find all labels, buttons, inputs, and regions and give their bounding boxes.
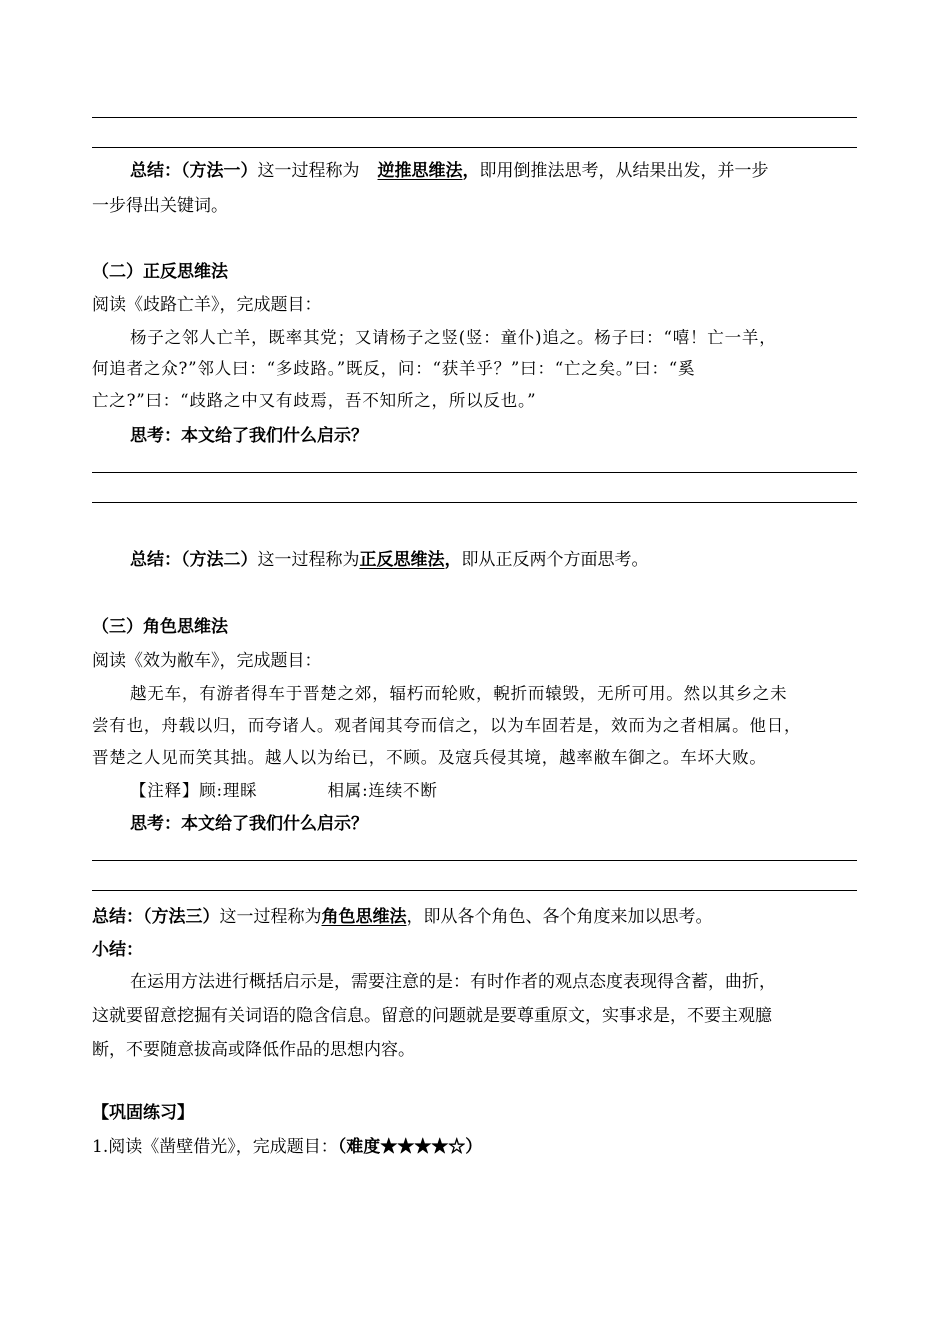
question-3: 思考：本文给了我们什么启示？ bbox=[130, 814, 368, 834]
method-label: （方法二） bbox=[181, 550, 258, 570]
answer-line bbox=[92, 472, 857, 473]
practice-item-1 bbox=[92, 1136, 482, 1158]
summary-method-1 bbox=[130, 160, 769, 182]
passage-line: 杨子之邻人亡羊，既率其党；又请杨子之竖(竖：童仆)追之。杨子曰：“嘻！亡一羊， bbox=[130, 328, 777, 347]
reading-prompt-2: 阅读《歧路亡羊》，完成题目： bbox=[92, 295, 322, 315]
reading-prompt-3: 阅读《效为敝车》，完成题目： bbox=[92, 651, 322, 671]
summary-method-2 bbox=[130, 549, 649, 571]
recap-line: 断，不要随意拔高或降低作品的思想内容。 bbox=[92, 1040, 415, 1060]
annotation-label: 【注释】 bbox=[130, 781, 200, 800]
annotation bbox=[130, 780, 438, 802]
summary-text: 即从各个角色、各个角度来加以思考。 bbox=[423, 907, 713, 927]
passage-line: 亡之?”曰：“歧路之中又有歧焉，吾不知所之，所以反也。” bbox=[92, 391, 537, 410]
passage-line: 越无车，有游者得车于晋楚之郊，辐朽而轮败，輗折而辕毁，无所可用。然以其乡之未 bbox=[130, 684, 788, 703]
summary-text: 这一过程称为 bbox=[257, 161, 360, 181]
punct: ， bbox=[406, 907, 424, 927]
method-label: （方法一） bbox=[181, 161, 258, 181]
answer-line bbox=[92, 860, 857, 861]
summary-text: 即用倒推法思考，从结果出发，并一步 bbox=[479, 161, 769, 181]
recap-line: 在运用方法进行概括启示是，需要注意的是：有时作者的观点态度表现得含蓄，曲折， bbox=[130, 972, 776, 992]
passage-line: 何追者之众?”邻人曰：“多歧路。”既反，问：“获羊乎？”曰：“亡之矣。”曰：“奚 bbox=[92, 359, 696, 378]
method-label: （方法三） bbox=[143, 907, 220, 927]
term-reverse-thinking: 逆推思维法 bbox=[377, 161, 463, 181]
punct: ， bbox=[444, 550, 462, 570]
practice-heading: 【巩固练习】 bbox=[92, 1103, 194, 1123]
answer-line bbox=[92, 890, 857, 891]
recap-line: 这就要留意挖掘有关词语的隐含信息。留意的问题就是要尊重原文，实事求是，不要主观臆 bbox=[92, 1006, 772, 1026]
answer-line bbox=[92, 502, 857, 503]
difficulty-rating: （难度★★★★☆） bbox=[337, 1137, 483, 1157]
section-heading-2: （二）正反思维法 bbox=[92, 262, 228, 282]
passage-line: 尝有也，舟载以归，而夸诸人。观者闻其夸而信之，以为车固若是，效而为之者相属。他日， bbox=[92, 716, 802, 735]
summary-text: 即从正反两个方面思考。 bbox=[461, 550, 649, 570]
summary-method-1-cont: 一步得出关键词。 bbox=[92, 196, 228, 216]
section-heading-3: （三）角色思维法 bbox=[92, 617, 228, 637]
term-pro-con-thinking: 正反思维法 bbox=[359, 550, 445, 570]
summary-text: 这一过程称为 bbox=[257, 550, 360, 570]
answer-line bbox=[92, 147, 857, 148]
practice-item-text: 1.阅读《凿壁借光》，完成题目： bbox=[92, 1137, 338, 1157]
answer-line bbox=[92, 117, 857, 118]
term-role-thinking: 角色思维法 bbox=[321, 907, 407, 927]
summary-label: 总结： bbox=[92, 907, 143, 927]
annotation-item: 相属:连续不断 bbox=[327, 781, 438, 800]
summary-text: 这一过程称为 bbox=[219, 907, 322, 927]
question-2: 思考：本文给了我们什么启示？ bbox=[130, 426, 368, 446]
summary-method-3 bbox=[92, 906, 713, 928]
punct: ， bbox=[462, 161, 480, 181]
summary-label: 总结： bbox=[130, 550, 181, 570]
annotation-item: 顾:理睬 bbox=[199, 781, 258, 800]
recap-label: 小结： bbox=[92, 940, 143, 960]
passage-line: 晋楚之人见而笑其拙。越人以为绐已，不顾。及寇兵侵其境，越率敝车御之。车坏大败。 bbox=[92, 748, 767, 767]
summary-label: 总结： bbox=[130, 161, 181, 181]
